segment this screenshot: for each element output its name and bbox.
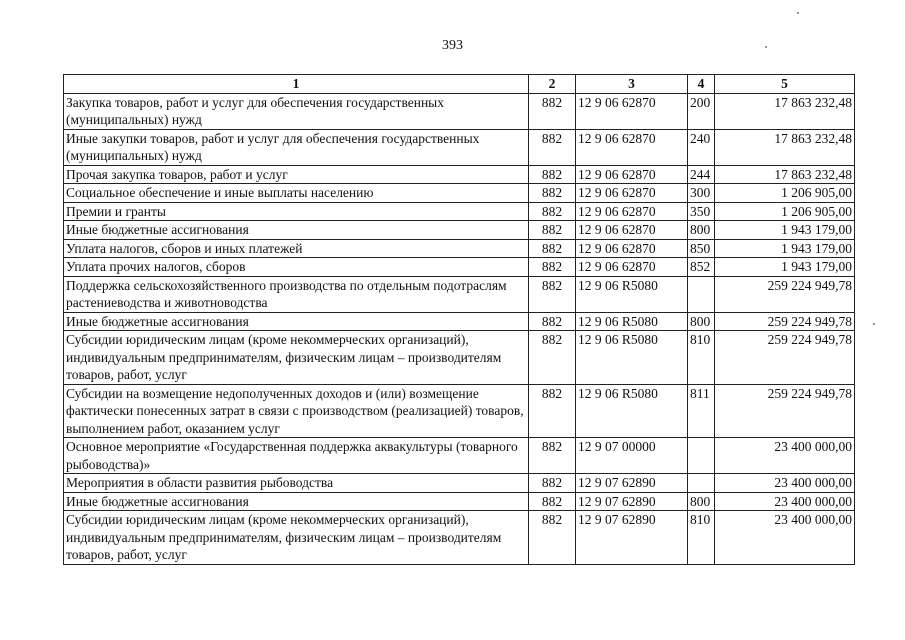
scan-speck	[873, 323, 875, 325]
table-row	[64, 129, 855, 165]
table-row	[64, 492, 855, 511]
budget-table	[63, 74, 855, 565]
row-amount: 1 943 179,00	[715, 258, 855, 277]
row-name: Прочая закупка товаров, работ и услуг	[64, 165, 529, 184]
row-department-code: 882	[529, 165, 576, 184]
table-row	[64, 165, 855, 184]
row-amount: 1 206 905,00	[715, 202, 855, 221]
row-department-code: 882	[529, 184, 576, 203]
row-amount: 23 400 000,00	[715, 438, 855, 474]
row-name: Субсидии юридическим лицам (кроме некоммерческих организаций), индивидуальным предпринимателям, физическим лицам – производителям товаров, работ, услуг	[64, 511, 529, 565]
table-row	[64, 276, 855, 312]
row-amount: 17 863 232,48	[715, 129, 855, 165]
row-name: Основное мероприятие «Государственная поддержка аквакультуры (товарного рыбоводства)»	[64, 438, 529, 474]
row-expense-type: 350	[688, 202, 715, 221]
row-department-code: 882	[529, 511, 576, 565]
row-department-code: 882	[529, 331, 576, 385]
row-target-article: 12 9 06 R5080	[576, 331, 688, 385]
row-name: Иные закупки товаров, работ и услуг для обеспечения государственных (муниципальных) нужд	[64, 129, 529, 165]
row-expense-type: 300	[688, 184, 715, 203]
row-department-code: 882	[529, 258, 576, 277]
row-amount: 259 224 949,78	[715, 276, 855, 312]
row-name: Уплата налогов, сборов и иных платежей	[64, 239, 529, 258]
row-department-code: 882	[529, 474, 576, 493]
row-expense-type: 811	[688, 384, 715, 438]
table-row	[64, 438, 855, 474]
row-department-code: 882	[529, 129, 576, 165]
row-expense-type: 810	[688, 511, 715, 565]
row-expense-type: 800	[688, 492, 715, 511]
row-target-article: 12 9 06 R5080	[576, 384, 688, 438]
row-amount: 259 224 949,78	[715, 312, 855, 331]
row-expense-type: 800	[688, 221, 715, 240]
row-expense-type: 850	[688, 239, 715, 258]
row-expense-type: 200	[688, 93, 715, 129]
row-target-article: 12 9 06 62870	[576, 221, 688, 240]
row-amount: 1 206 905,00	[715, 184, 855, 203]
page-number: 393	[442, 38, 463, 53]
row-department-code: 882	[529, 202, 576, 221]
row-target-article: 12 9 06 62870	[576, 239, 688, 258]
row-name: Иные бюджетные ассигнования	[64, 312, 529, 331]
row-expense-type	[688, 438, 715, 474]
row-name: Закупка товаров, работ и услуг для обеспечения государственных (муниципальных) нужд	[64, 93, 529, 129]
header-col-2: 2	[529, 75, 576, 94]
row-target-article: 12 9 07 62890	[576, 492, 688, 511]
row-department-code: 882	[529, 221, 576, 240]
table-row	[64, 312, 855, 331]
row-name: Социальное обеспечение и иные выплаты населению	[64, 184, 529, 203]
row-expense-type	[688, 474, 715, 493]
row-amount: 17 863 232,48	[715, 165, 855, 184]
row-name: Уплата прочих налогов, сборов	[64, 258, 529, 277]
header-col-4: 4	[688, 75, 715, 94]
table-row	[64, 221, 855, 240]
row-target-article: 12 9 07 62890	[576, 511, 688, 565]
table-row	[64, 202, 855, 221]
row-department-code: 882	[529, 384, 576, 438]
row-name: Субсидии юридическим лицам (кроме некоммерческих организаций), индивидуальным предпринимателям, физическим лицам – производителям товаров, работ, услуг	[64, 331, 529, 385]
scan-speck	[797, 12, 799, 14]
row-target-article: 12 9 06 62870	[576, 184, 688, 203]
table-header-row	[64, 75, 855, 94]
table-row	[64, 331, 855, 385]
row-name: Премии и гранты	[64, 202, 529, 221]
table-row	[64, 184, 855, 203]
header-col-1: 1	[64, 75, 529, 94]
row-department-code: 882	[529, 93, 576, 129]
row-department-code: 882	[529, 492, 576, 511]
row-amount: 259 224 949,78	[715, 331, 855, 385]
row-department-code: 882	[529, 438, 576, 474]
row-amount: 259 224 949,78	[715, 384, 855, 438]
table-row	[64, 239, 855, 258]
row-department-code: 882	[529, 276, 576, 312]
row-name: Субсидии на возмещение недополученных доходов и (или) возмещение фактически понесенных затрат в связи с производством (реализацией) товаров, выполнением работ, оказанием услуг	[64, 384, 529, 438]
row-name: Иные бюджетные ассигнования	[64, 492, 529, 511]
table-row	[64, 511, 855, 565]
row-amount: 23 400 000,00	[715, 511, 855, 565]
row-expense-type: 810	[688, 331, 715, 385]
row-name: Иные бюджетные ассигнования	[64, 221, 529, 240]
header-col-3: 3	[576, 75, 688, 94]
row-amount: 17 863 232,48	[715, 93, 855, 129]
row-expense-type: 800	[688, 312, 715, 331]
table-row	[64, 93, 855, 129]
scan-speck	[765, 46, 767, 48]
row-name: Поддержка сельскохозяйственного производства по отдельным подотраслям растениеводства и животноводства	[64, 276, 529, 312]
row-amount: 23 400 000,00	[715, 474, 855, 493]
row-amount: 1 943 179,00	[715, 221, 855, 240]
table-row	[64, 384, 855, 438]
row-department-code: 882	[529, 239, 576, 258]
row-target-article: 12 9 06 62870	[576, 93, 688, 129]
row-department-code: 882	[529, 312, 576, 331]
row-target-article: 12 9 06 62870	[576, 202, 688, 221]
table-row	[64, 474, 855, 493]
row-target-article: 12 9 06 62870	[576, 165, 688, 184]
row-target-article: 12 9 06 62870	[576, 258, 688, 277]
row-target-article: 12 9 06 R5080	[576, 276, 688, 312]
row-target-article: 12 9 06 62870	[576, 129, 688, 165]
row-amount: 23 400 000,00	[715, 492, 855, 511]
row-expense-type	[688, 276, 715, 312]
header-col-5: 5	[715, 75, 855, 94]
row-target-article: 12 9 06 R5080	[576, 312, 688, 331]
row-expense-type: 244	[688, 165, 715, 184]
row-name: Мероприятия в области развития рыбоводства	[64, 474, 529, 493]
row-target-article: 12 9 07 00000	[576, 438, 688, 474]
row-amount: 1 943 179,00	[715, 239, 855, 258]
row-target-article: 12 9 07 62890	[576, 474, 688, 493]
row-expense-type: 240	[688, 129, 715, 165]
table-row	[64, 258, 855, 277]
row-expense-type: 852	[688, 258, 715, 277]
